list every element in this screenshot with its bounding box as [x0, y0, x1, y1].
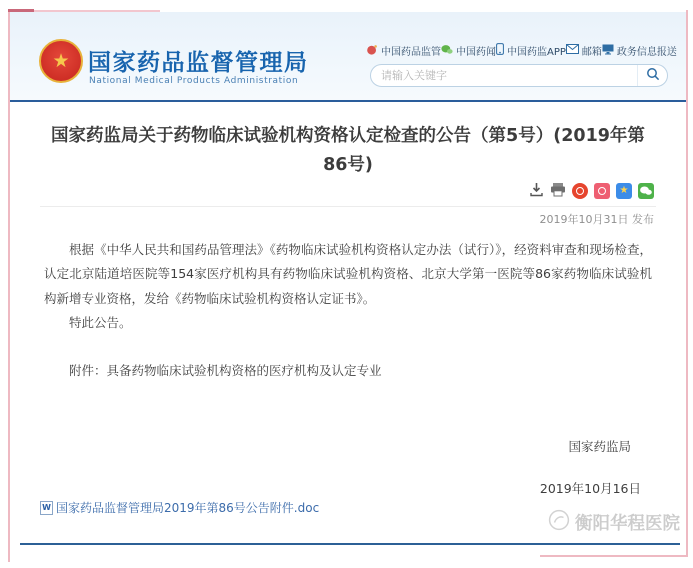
site-header [10, 12, 686, 100]
mail-icon [566, 44, 579, 57]
search-box [370, 64, 668, 87]
org-name-cn: 国家药品监督管理局 [88, 50, 309, 76]
weibo-icon [366, 44, 378, 58]
download-button[interactable] [529, 182, 544, 200]
share-weibo-icon[interactable] [572, 183, 588, 199]
printer-icon [550, 182, 566, 200]
annotation-frame-left [8, 10, 10, 562]
watermark-text: 衡阳华程医院 [575, 514, 680, 534]
print-button[interactable] [550, 182, 566, 200]
weibo-ring-glyph [576, 187, 584, 195]
annotation-frame-bottom [540, 555, 688, 557]
attachment-link[interactable]: 国家药品监督管理局2019年第86号公告附件.doc [56, 501, 320, 515]
annotation-frame-corner [8, 9, 34, 12]
org-name-en: National Medical Products Administration [89, 76, 299, 86]
phone-icon [496, 43, 504, 58]
share-qzone-icon[interactable] [616, 183, 632, 199]
word-doc-icon: W [40, 501, 53, 515]
attachment-row [40, 499, 319, 516]
signature-org: 国家药监局 [568, 439, 631, 454]
nav-label: 邮箱 [581, 47, 602, 58]
body-paragraph: 特此公告。 [69, 315, 132, 330]
wechat-bubble-glyph [640, 184, 652, 199]
search-input[interactable] [371, 65, 637, 86]
toolbar-divider [40, 206, 656, 207]
nav-label: 中国药品监管 [381, 47, 441, 58]
hospital-logo-icon [548, 509, 570, 536]
publish-date: 2019年10月31日 发布 [539, 213, 654, 226]
nav-mailbox[interactable] [566, 43, 602, 58]
watermark [548, 509, 680, 536]
top-nav [366, 43, 677, 58]
page-title: 国家药监局关于药物临床试验机构资格认定检查的公告（第5号）(2019年第86号) [51, 126, 645, 175]
nav-label: 中国药监APP [507, 47, 566, 58]
nav-label: 中国药闻 [456, 47, 496, 58]
qzone-star-glyph: ★ [619, 185, 629, 196]
nav-label: 政务信息报送 [616, 47, 677, 58]
nav-nmpa-app[interactable] [496, 43, 566, 58]
annotation-frame-right [686, 10, 688, 557]
nav-china-drug-news[interactable] [441, 43, 496, 58]
signature-date: 2019年10月16日 [539, 481, 641, 496]
star-icon: ★ [52, 49, 70, 72]
body-paragraph: 根据《中华人民共和国药品管理法》《药物临床试验机构资格认定办法（试行）》，经资料审查和现场检查，认定北京陆道培医院等154家医疗机构具有药物临床试验机构资格、北京大学第一医院等86家药物临床试验机构新增专业资格，发给《药物临床试验机构资格认定证书》。 [44, 242, 652, 306]
article-toolbar [529, 182, 654, 200]
web-page [10, 12, 686, 555]
nav-gov-info-submission[interactable] [602, 43, 677, 58]
search-button[interactable] [637, 65, 667, 86]
footer-divider [20, 543, 680, 545]
attachment-note: 附件：具备药物临床试验机构资格的医疗机构及认定专业 [69, 363, 382, 378]
people-weibo-glyph [598, 187, 606, 195]
wechat-icon [441, 44, 453, 58]
header-divider [10, 100, 686, 102]
share-wechat-icon[interactable] [638, 183, 654, 199]
national-emblem-logo [39, 39, 83, 83]
share-people-weibo-icon[interactable] [594, 183, 610, 199]
monitor-icon [602, 44, 614, 58]
download-icon [529, 182, 544, 200]
search-icon [646, 67, 660, 84]
nav-china-drug-regulation[interactable] [366, 43, 441, 58]
